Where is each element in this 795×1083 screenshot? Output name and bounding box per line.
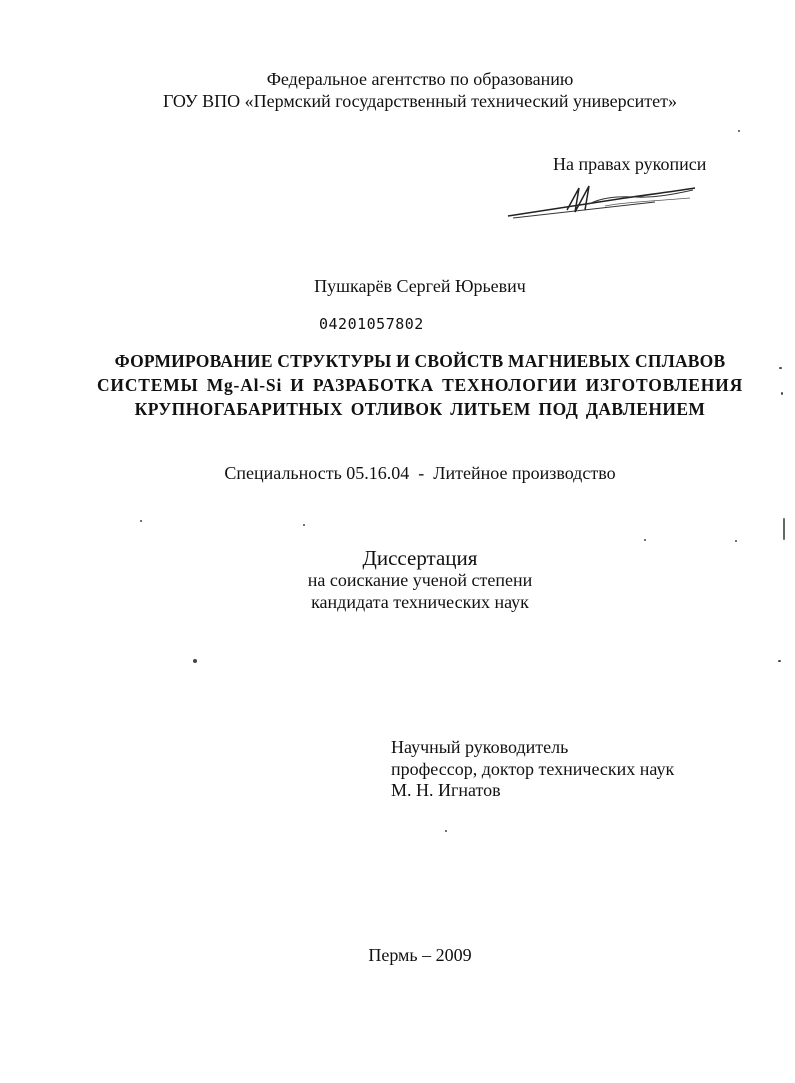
scan-speck xyxy=(445,830,447,832)
degree-line-1: на соискание ученой степени xyxy=(307,570,533,590)
scan-speck xyxy=(738,130,740,132)
specialty-line: Специальность 05.16.04 - Литейное производство xyxy=(224,463,616,483)
title-line-1: ФОРМИРОВАНИЕ СТРУКТУРЫ И СВОЙСТВ МАГНИЕВЫХ СПЛАВОВ xyxy=(114,351,726,371)
scan-speck xyxy=(193,659,197,663)
university-line: ГОУ ВПО «Пермский государственный технический университет» xyxy=(162,91,678,111)
scan-speck xyxy=(783,518,785,540)
supervisor-rank: профессор, доктор технических наук xyxy=(391,758,675,779)
dissertation-title xyxy=(60,349,780,421)
scan-speck xyxy=(644,539,646,541)
scan-speck xyxy=(303,524,305,526)
title-line-2: СИСТЕМЫ Mg-Al-Si И РАЗРАБОТКА ТЕХНОЛОГИИ ИЗГОТОВЛЕНИЯ xyxy=(96,375,744,395)
title-line-3: КРУПНОГАБАРИТНЫХ ОТЛИВОК ЛИТЬЕМ ПОД ДАВЛЕНИЕМ xyxy=(134,399,706,419)
agency-line: Федеральное агентство по образованию xyxy=(266,69,574,89)
registration-code: 04201057802 xyxy=(319,315,424,333)
scan-speck xyxy=(735,540,737,542)
scan-speck xyxy=(140,520,142,522)
supervisor-block xyxy=(391,737,674,802)
degree-line-2: кандидата технических наук xyxy=(311,592,529,612)
supervisor-name: М. Н. Игнатов xyxy=(391,780,501,800)
scan-speck xyxy=(779,367,782,369)
city-year: Пермь – 2009 xyxy=(368,945,472,965)
signature-image xyxy=(505,182,705,224)
scan-speck xyxy=(778,660,781,662)
dissertation-heading: Диссертация xyxy=(362,546,478,570)
manuscript-note: На правах рукописи xyxy=(553,154,707,174)
supervisor-role: Научный руководитель xyxy=(391,737,569,757)
scan-speck xyxy=(781,392,783,395)
author-name: Пушкарёв Сергей Юрьевич xyxy=(314,276,526,296)
